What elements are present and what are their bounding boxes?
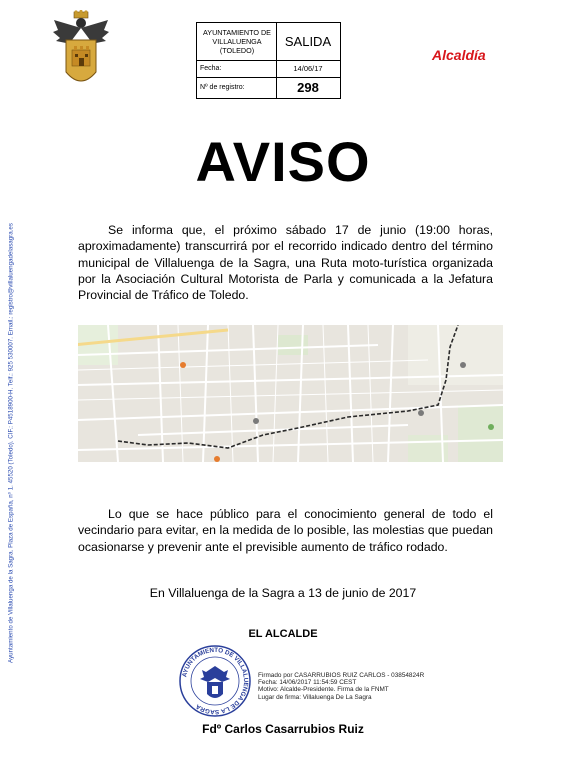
department-label: Alcaldía — [432, 47, 486, 63]
official-seal-stamp — [178, 644, 252, 718]
coat-of-arms-logo — [52, 10, 110, 92]
sidebar-contact-text — [4, 200, 18, 685]
registry-type: SALIDA — [284, 34, 332, 49]
registry-office: AYUNTAMIENTO DE VILLALUENGA (TOLEDO) — [203, 28, 271, 55]
digital-signature-line-4: Lugar de firma: Villaluenga De La Sagra — [258, 693, 372, 701]
route-map-image — [78, 325, 503, 462]
digital-signature-block — [258, 672, 424, 701]
registry-date-value: 14/06/17 — [293, 64, 323, 73]
page-title: AVISO — [195, 130, 371, 193]
notice-paragraph-2 — [78, 506, 493, 555]
sidebar-contact-line: Ayuntamiento de Villaluenga de la Sagra. Plaza de España, nº 1. 45520 (Toledo). CIF.: P4518900-H. Telf.: 925 530007. Email.: registro@villaluengadelasagra.es — [7, 222, 15, 663]
registry-date-label: Fecha: — [200, 65, 222, 72]
digital-signature-line-1: Firmado por CASARRUBIOS RUIZ CARLOS - 03854824R — [258, 672, 425, 679]
signature-title: EL ALCALDE — [248, 628, 318, 640]
registry-number-value: 298 — [297, 80, 319, 95]
svg-text:AYUNTAMIENTO DE VILLALUENGA DE: AYUNTAMIENTO DE VILLALUENGA DE LA SAGRA — [181, 646, 250, 716]
notice-paragraph-1-text: Se informa que, el próximo sábado 17 de junio (19:00 horas, aproximadamente) transcurrirá por el recorrido indicado dentro del término municipal de Villaluenga de la Sagra, una Ruta moto-turística organizada por la Asociación Cultural Motorista de Parla y comunicada a la Jefatura Provincial de Tráfico de Toledo. — [78, 223, 493, 303]
registry-stamp — [196, 22, 341, 99]
dateline: En Villaluenga de la Sagra a 13 de junio de 2017 — [149, 586, 417, 600]
notice-paragraph-1 — [78, 222, 493, 303]
signer-name: Fdº Carlos Casarrubios Ruiz — [202, 722, 364, 736]
registry-number-label: Nº de registro: — [200, 84, 245, 91]
digital-signature-line-3: Motivo: Alcalde-Presidente. Firma de la FNMT — [258, 686, 389, 694]
notice-paragraph-2-text: Lo que se hace público para el conocimiento general de todo el vecindario para evitar, en la medida de lo posible, las molestias que puedan ocasionarse y prevenir ante el previsible aumento de tráfico rodado. — [78, 507, 493, 554]
digital-signature-line-2: Fecha: 14/06/2017 11:54:59 CEST — [258, 679, 357, 687]
